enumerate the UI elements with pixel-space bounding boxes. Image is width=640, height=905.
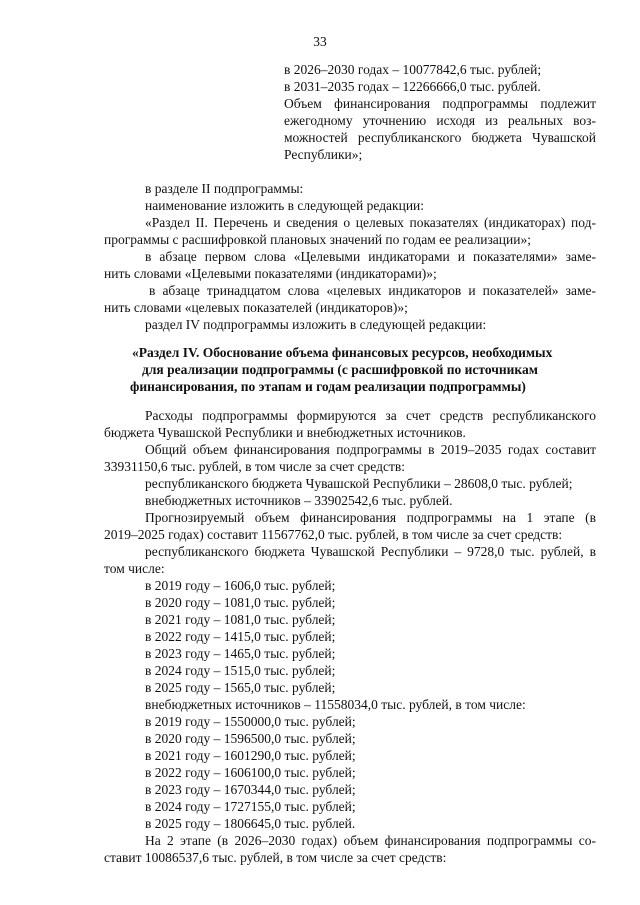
amend-line: нить словами «Целевыми показателями (индикаторами)»; [104,266,437,281]
amend-line: в разделе II подпрограммы: [145,181,304,196]
body-line: 33931150,6 тыс. рублей, в том числе за счет средств: [104,459,406,474]
year-line: в 2025 году – 1806645,0 тыс. рублей. [145,816,356,831]
year-line: в 2025 году – 1565,0 тыс. рублей; [145,680,336,695]
top-line: Республики»; [284,147,363,162]
year-line: в 2019 году – 1606,0 тыс. рублей; [145,578,336,593]
page-number: 33 [313,34,327,49]
body-line: внебюджетных источников – 33902542,6 тыс. рублей. [145,493,453,508]
top-line: можностей республиканского бюджета Чувашской [284,130,596,145]
amend-line: в абзаце тринадцатом слова «целевых индикаторов и показателей» заме- [149,283,596,298]
year-line: в 2023 году – 1670344,0 тыс. рублей; [145,782,356,797]
year-line: в 2019 году – 1550000,0 тыс. рублей; [145,714,356,729]
amend-line: «Раздел II. Перечень и сведения о целевых показателях (индикаторах) под- [145,215,596,230]
top-line: Объем финансирования подпрограммы подлежит [284,96,596,111]
body-line: На 2 этапе (в 2026–2030 годах) объем финансирования подпрограммы со- [145,833,596,848]
year-line: в 2021 году – 1081,0 тыс. рублей; [145,612,336,627]
body-line: республиканского бюджета Чувашской Республики – 9728,0 тыс. рублей, в [145,544,596,559]
top-line: в 2031–2035 годах – 12266666,0 тыс. рублей. [284,79,541,94]
amend-line: нить словами «целевых показателей (индикаторов)»; [104,300,408,315]
year-line: в 2020 году – 1081,0 тыс. рублей; [145,595,336,610]
body-line: Общий объем финансирования подпрограммы в 2019–2035 годах составит [145,442,596,457]
body-line: ставит 10086537,6 тыс. рублей, в том числе за счет средств: [104,850,447,865]
amend-line: в абзаце первом слова «Целевыми индикаторами и показателями» заме- [145,249,596,264]
body-line: бюджета Чувашской Республики и внебюджетных источников. [104,425,466,440]
body-line: Прогнозируемый объем финансирования подпрограммы на 1 этапе (в [145,510,596,525]
year-line: в 2021 году – 1601290,0 тыс. рублей; [145,748,356,763]
section-heading: «Раздел IV. Обоснование объема финансовых ресурсов, необходимых [132,345,553,360]
body-line: внебюджетных источников – 11558034,0 тыс. рублей, в том числе: [145,697,526,712]
amend-line: программы с расшифровкой плановых значений по годам ее реализации»; [104,232,531,247]
top-line: в 2026–2030 годах – 10077842,6 тыс. рублей; [284,62,542,77]
body-line: том числе: [104,561,165,576]
amend-line: наименование изложить в следующей редакции: [145,198,425,213]
year-line: в 2022 году – 1415,0 тыс. рублей; [145,629,336,644]
year-line: в 2022 году – 1606100,0 тыс. рублей; [145,765,356,780]
year-line: в 2024 году – 1727155,0 тыс. рублей; [145,799,356,814]
top-line: ежегодному уточнению исходя из реальных воз- [284,113,596,128]
year-line: в 2024 году – 1515,0 тыс. рублей; [145,663,336,678]
amend-line: раздел IV подпрограммы изложить в следующей редакции: [145,317,487,332]
year-line: в 2023 году – 1465,0 тыс. рублей; [145,646,336,661]
year-line: в 2020 году – 1596500,0 тыс. рублей; [145,731,356,746]
section-heading: финансирования, по этапам и годам реализации подпрограммы) [130,379,526,394]
body-line: Расходы подпрограммы формируются за счет средств республиканского [145,408,596,423]
body-line: 2019–2025 годах) составит 11567762,0 тыс. рублей, в том числе за счет средств: [104,527,563,542]
section-heading: для реализации подпрограммы (с расшифровкой по источникам [142,362,538,377]
body-line: республиканского бюджета Чувашской Республики – 28608,0 тыс. рублей; [145,476,573,491]
